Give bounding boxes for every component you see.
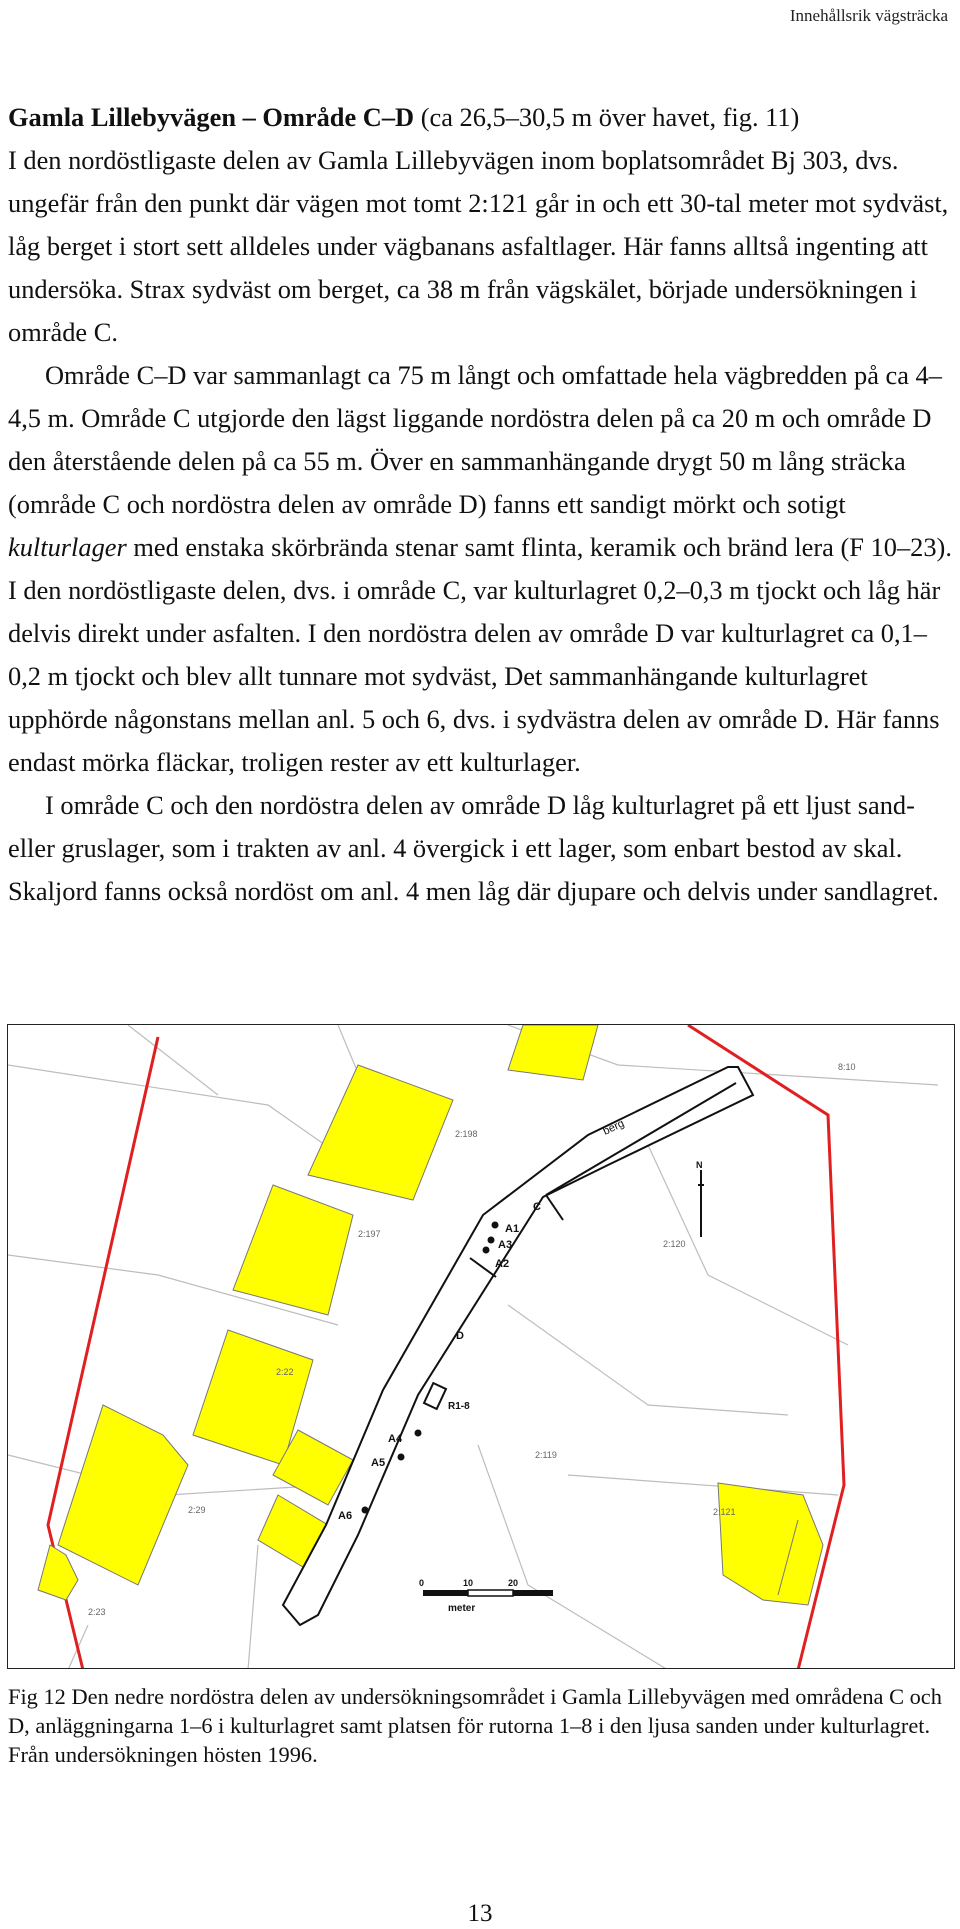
scale-bar — [423, 1590, 553, 1596]
body-text — [8, 96, 952, 913]
section-heading-elevation: (ca 26,5–30,5 m över havet, fig. 11) — [414, 102, 800, 132]
building-top — [508, 1025, 598, 1080]
area-label-d: D — [456, 1330, 464, 1342]
paragraph-2-term: kulturlager — [8, 532, 127, 562]
road-label: berg — [601, 1117, 627, 1138]
building-2-23 — [38, 1545, 78, 1600]
feature-label: A3 — [498, 1239, 513, 1251]
feature-label: A2 — [495, 1258, 510, 1270]
feature-label: A5 — [371, 1457, 386, 1469]
area-c-start — [546, 1195, 563, 1220]
figure-caption: Fig 12 Den nedre nordöstra delen av undersökningsområdet i Gamla Lillebyvägen med områdena C och D, anläggningarna 1–6 i kulturlagret samt platsen för rutorna 1–8 i den ljusa sanden under kulturlagret. Från undersökningen hösten 1996. — [8, 1684, 942, 1767]
paragraph-2 — [8, 354, 952, 784]
scale-tick: 10 — [463, 1578, 474, 1588]
paragraph-1: I den nordöstligaste delen av Gamla Lillebyvägen inom boplatsområdet Bj 303, dvs. ungefär från den punkt där vägen mot tomt 2:121 går in och ett 30-tal meter mot sydväst, låg berget i stort sett alldeles under vägbanans asfaltlager. Här fanns alltså ingenting att undersöka. Strax sydväst om berget, ca 38 m från vägskälet, började undersökningen i område C. — [8, 145, 949, 347]
section-heading: Gamla Lillebyvägen – Område C–D — [8, 102, 415, 132]
building-2-29 — [58, 1405, 188, 1585]
scale-tick: 0 — [419, 1578, 425, 1588]
lot-label: 2:197 — [358, 1229, 381, 1239]
building-2-197 — [233, 1185, 353, 1315]
area-label-c: C — [533, 1201, 541, 1213]
feature-label: A4 — [388, 1433, 403, 1445]
paragraph-2-start: Område C–D var sammanlagt ca 75 m långt och omfattade hela vägbredden på ca 4–4,5 m. Område C utgjorde den lägst liggande nordöstra delen på ca 20 m och område D den återstående delen på ca 55 m. Över en sammanhängande drygt 50 m lång sträcka (område C och nordöstra delen av område D) fanns ett sandigt mörkt och sotigt — [8, 360, 942, 519]
lot-label: 2:120 — [663, 1239, 686, 1249]
scale-unit: meter — [448, 1603, 476, 1614]
section-heading-line — [8, 96, 952, 139]
lot-label: 2:23 — [88, 1607, 106, 1617]
site-map — [7, 1024, 955, 1669]
lot-label: 2:119 — [535, 1450, 557, 1460]
feature-label: A6 — [338, 1510, 353, 1522]
lot-label: 2:22 — [276, 1367, 294, 1377]
paragraph-3: I område C och den nordöstra delen av område D låg kulturlagret på ett ljust sand- eller gruslager, som i trakten av anl. 4 övergick i ett lager, som enbart bestod av skal. Skaljord fanns också nordöst om anl. 4 men låg där djupare och delvis under sandlagret. — [8, 790, 939, 906]
scale-tick: 20 — [508, 1578, 519, 1588]
lot-label: 2:198 — [455, 1129, 478, 1139]
feature-label: A1 — [505, 1223, 520, 1235]
building-2-198 — [308, 1065, 453, 1200]
feature-label: R1-8 — [448, 1401, 470, 1412]
north-arrow — [698, 1170, 704, 1237]
page-number: 13 — [467, 1900, 493, 1927]
running-head: Innehållsrik vägsträcka — [789, 6, 948, 25]
paragraph-2-end: med enstaka skörbrända stenar samt flinta, keramik och bränd lera (F 10–23). I den nordöstligaste delen, dvs. i område C, var kulturlagret 0,2–0,3 m tjockt och låg här delvis direkt under asfalten. I den nordöstra delen av område D var kulturlagret ca 0,1–0,2 m tjockt och blev allt tunnare mot sydväst, Det sammanhängande kulturlagret upphörde någonstans mellan anl. 5 och 6, dvs. i sydvästra delen av område D. Här fanns endast mörka fläckar, troligen rester av ett kulturlager. — [8, 532, 952, 777]
test-pit-r1-8 — [424, 1383, 446, 1409]
building-2-121 — [718, 1483, 823, 1605]
lot-label: 2:121 — [713, 1507, 736, 1517]
north-label: N — [696, 1160, 703, 1170]
lot-label: 2:29 — [188, 1505, 206, 1515]
road-center-north — [546, 1083, 736, 1195]
lot-label: 8:10 — [838, 1062, 856, 1072]
